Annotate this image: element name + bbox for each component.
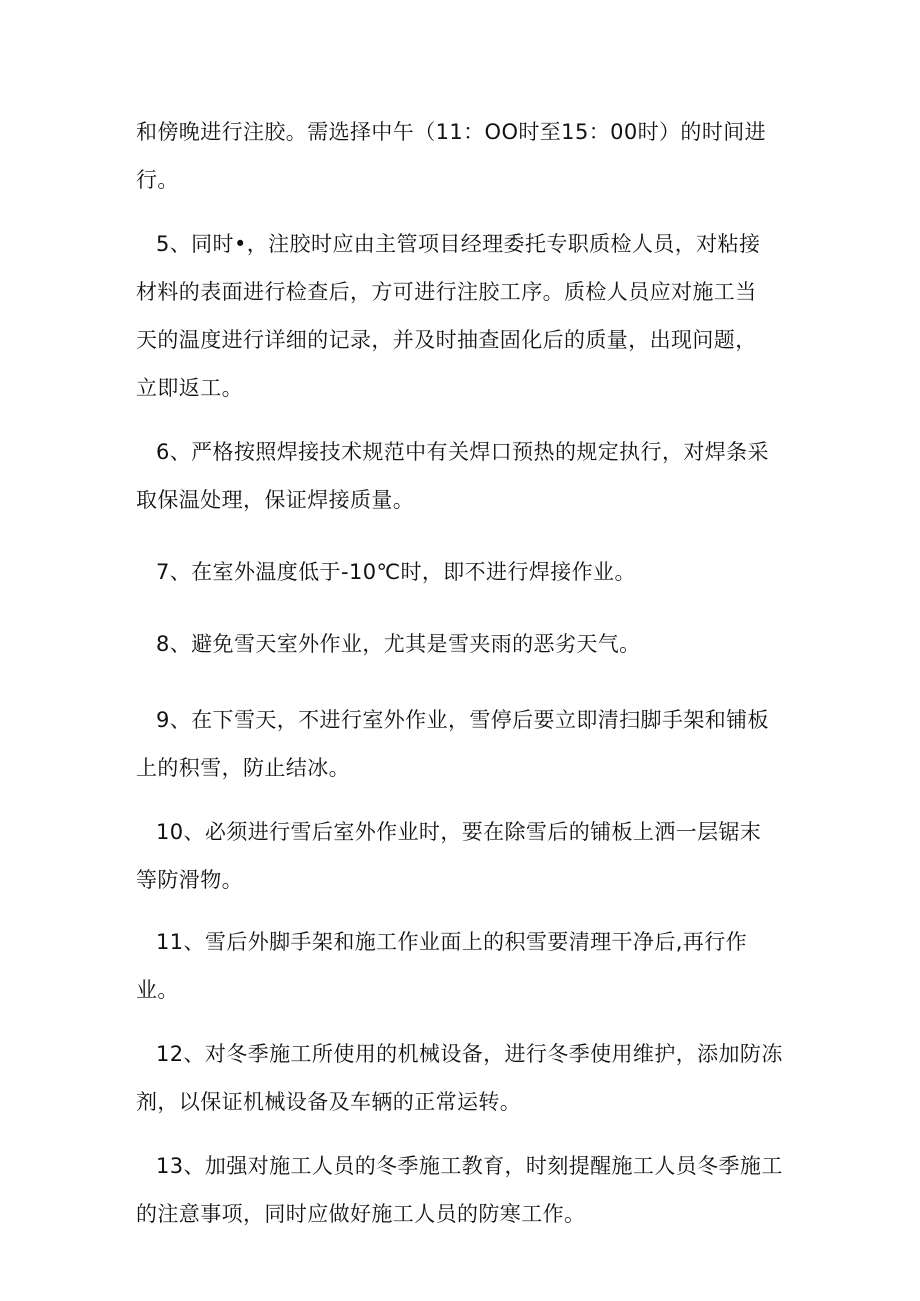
item-13-line-2: 的注意事项，同时应做好施工人员的防寒工作。 bbox=[136, 1202, 586, 1226]
item-9-line-2: 上的积雪，防止结冰。 bbox=[136, 756, 350, 780]
item-13-line-1: 13、加强对施工人员的冬季施工教育，时刻提醒施工人员冬季施工 bbox=[156, 1154, 783, 1178]
item-7-line-1: 7、在室外温度低于-10℃时，即不进行焊接作业。 bbox=[156, 560, 636, 584]
item-9-line-1: 9、在下雪天，不进行室外作业，雪停后要立即清扫脚手架和铺板 bbox=[156, 708, 769, 732]
item-12-line-2: 剂，以保证机械设备及车辆的正常运转。 bbox=[136, 1090, 522, 1114]
item-6-line-2: 取保温处理，保证焊接质量。 bbox=[136, 488, 415, 512]
paragraph-continued-line-2: 行。 bbox=[136, 168, 179, 192]
item-8-line-1: 8、避免雪天室外作业，尤其是雪夹雨的恶劣天气。 bbox=[156, 632, 641, 656]
item-10-line-2: 等防滑物。 bbox=[136, 868, 243, 892]
item-11-line-2: 业。 bbox=[136, 978, 179, 1002]
item-12-line-1: 12、对冬季施工所使用的机械设备，进行冬季使用维护，添加防冻 bbox=[156, 1042, 783, 1066]
paragraph-continued-line-1: 和傍晚进行注胶。需选择中午（11：OO时至15：00时）的时间进 bbox=[136, 120, 767, 144]
item-5-line-2: 材料的表面进行检查后，方可进行注胶工序。质检人员应对施工当 bbox=[136, 280, 757, 304]
item-6-line-1: 6、严格按照焊接技术规范中有关焊口预热的规定执行，对焊条采 bbox=[156, 440, 769, 464]
item-10-line-1: 10、必须进行雪后室外作业时，要在除雪后的铺板上洒一层锯末 bbox=[156, 820, 762, 844]
item-11-line-1: 11、雪后外脚手架和施工作业面上的积雪要清理干净后,再行作 bbox=[156, 930, 747, 954]
item-5-line-3: 天的温度进行详细的记录，并及时抽查固化后的质量，出现问题， bbox=[136, 328, 757, 352]
item-5-line-1: 5、同时•，注胶时应由主管项目经理委托专职质检人员，对粘接 bbox=[156, 232, 761, 256]
item-5-line-4: 立即返工。 bbox=[136, 376, 243, 400]
